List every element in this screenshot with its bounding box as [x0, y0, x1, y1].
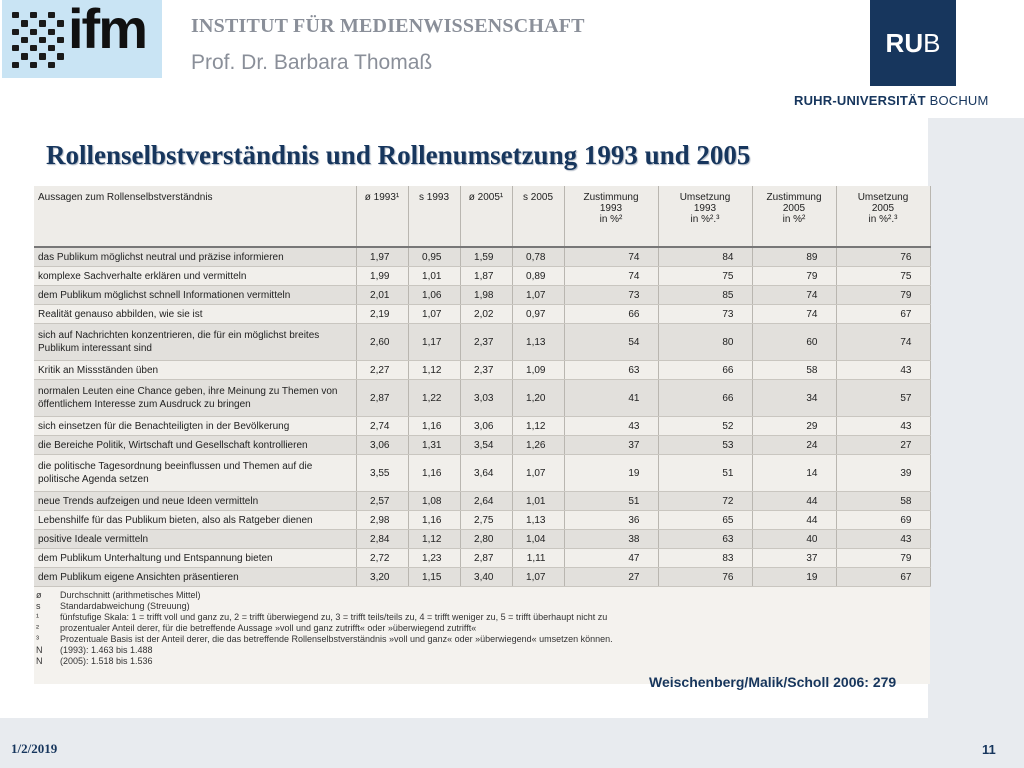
- table-cell: 44: [752, 511, 836, 530]
- table-cell: 53: [658, 436, 752, 455]
- row-label: Realität genauso abbilden, wie sie ist: [34, 305, 356, 324]
- table-row: [34, 436, 930, 455]
- table-cell: 1,12: [408, 530, 460, 549]
- table-row: [34, 455, 930, 492]
- table-cell: 83: [658, 549, 752, 568]
- column-header: [356, 186, 408, 247]
- row-label: Kritik an Missständen üben: [34, 361, 356, 380]
- table-cell: 51: [658, 455, 752, 492]
- table-row: [34, 568, 930, 587]
- table-cell: 1,99: [356, 267, 408, 286]
- footnote: [36, 601, 736, 612]
- table-cell: 2,01: [356, 286, 408, 305]
- table-cell: 3,40: [460, 568, 512, 587]
- table-cell: 39: [836, 455, 930, 492]
- slide-date: 1/2/2019: [11, 741, 58, 756]
- column-header: [512, 186, 564, 247]
- table-cell: 1,23: [408, 549, 460, 568]
- table-cell: 57: [836, 380, 930, 417]
- table-cell: 1,06: [408, 286, 460, 305]
- table-row: [34, 267, 930, 286]
- footnote: [36, 634, 736, 645]
- table-cell: 80: [658, 324, 752, 361]
- table-cell: 1,20: [512, 380, 564, 417]
- table-row: [34, 305, 930, 324]
- table-cell: 66: [564, 305, 658, 324]
- table-cell: 1,07: [512, 568, 564, 587]
- table-cell: 76: [658, 568, 752, 587]
- table-cell: 19: [564, 455, 658, 492]
- table-cell: 37: [752, 549, 836, 568]
- table-header-row: [34, 186, 930, 247]
- row-label: dem Publikum eigene Ansichten präsentieren: [34, 568, 356, 587]
- table-cell: 84: [658, 247, 752, 267]
- table-cell: 3,06: [460, 417, 512, 436]
- rub-logo: [870, 0, 956, 86]
- column-header-line: Umsetzung: [679, 192, 731, 203]
- professor-name: Prof. Dr. Barbara Thomaß: [191, 51, 433, 74]
- footnote-symbol: N: [36, 656, 43, 666]
- table-cell: 1,22: [408, 380, 460, 417]
- footnote-text: (2005): 1.518 bis 1.536: [60, 656, 153, 666]
- table-cell: 69: [836, 511, 930, 530]
- footnote-text: Durchschnitt (arithmetisches Mittel): [60, 590, 201, 600]
- table-cell: 76: [836, 247, 930, 267]
- table-cell: 2,02: [460, 305, 512, 324]
- row-label: komplexe Sachverhalte erklären und vermitteln: [34, 267, 356, 286]
- footnote-text: Standardabweichung (Streuung): [60, 601, 190, 611]
- table-cell: 1,01: [512, 492, 564, 511]
- column-header-line: in %²: [782, 214, 806, 225]
- scanned-table-image: [34, 186, 930, 684]
- table-cell: 41: [564, 380, 658, 417]
- table-cell: 74: [836, 324, 930, 361]
- footnotes: [36, 590, 736, 667]
- side-band: [928, 118, 1024, 768]
- table-cell: 1,01: [408, 267, 460, 286]
- table-cell: 27: [564, 568, 658, 587]
- row-label: sich auf Nachrichten konzentrieren, die für ein möglichst breites Publikum interessant sind: [34, 324, 356, 361]
- table-cell: 63: [658, 530, 752, 549]
- table-row: [34, 511, 930, 530]
- column-header-line: s 1993: [418, 192, 450, 203]
- table-cell: 0,78: [512, 247, 564, 267]
- footnote: [36, 623, 736, 634]
- footnote: [36, 590, 736, 601]
- footnote: [36, 612, 736, 623]
- column-header-line: 2005: [871, 203, 895, 214]
- table-cell: 36: [564, 511, 658, 530]
- table-row: [34, 492, 930, 511]
- table-cell: 2,37: [460, 324, 512, 361]
- table-cell: 3,55: [356, 455, 408, 492]
- university-name: [794, 93, 989, 108]
- table-cell: 0,95: [408, 247, 460, 267]
- table-cell: 51: [564, 492, 658, 511]
- table-cell: 1,26: [512, 436, 564, 455]
- table-cell: 1,12: [512, 417, 564, 436]
- table-cell: 79: [836, 286, 930, 305]
- table-cell: 74: [564, 267, 658, 286]
- table-cell: 1,15: [408, 568, 460, 587]
- table-cell: 1,17: [408, 324, 460, 361]
- column-header: [34, 186, 356, 247]
- table-cell: 47: [564, 549, 658, 568]
- table-cell: 1,08: [408, 492, 460, 511]
- table-cell: 43: [836, 417, 930, 436]
- table-cell: 44: [752, 492, 836, 511]
- row-label: positive Ideale vermitteln: [34, 530, 356, 549]
- table-row: [34, 286, 930, 305]
- row-label: neue Trends aufzeigen und neue Ideen vermitteln: [34, 492, 356, 511]
- table-cell: 63: [564, 361, 658, 380]
- table-cell: 1,87: [460, 267, 512, 286]
- table-cell: 40: [752, 530, 836, 549]
- table-cell: 73: [564, 286, 658, 305]
- table-cell: 67: [836, 305, 930, 324]
- logo-text: ifm: [68, 0, 146, 60]
- table-cell: 2,37: [460, 361, 512, 380]
- table-cell: 3,64: [460, 455, 512, 492]
- table-cell: 2,84: [356, 530, 408, 549]
- table-cell: 14: [752, 455, 836, 492]
- footnote: [36, 645, 736, 656]
- table-cell: 43: [564, 417, 658, 436]
- table-cell: 58: [752, 361, 836, 380]
- table-cell: 3,20: [356, 568, 408, 587]
- table-cell: 1,04: [512, 530, 564, 549]
- rub-logo-text-a: RU: [885, 27, 924, 58]
- table-cell: 2,87: [460, 549, 512, 568]
- rub-logo-text-b: B: [923, 27, 941, 58]
- column-header-line: 1993: [693, 203, 717, 214]
- column-header: [564, 186, 658, 247]
- table-cell: 1,13: [512, 324, 564, 361]
- row-label: dem Publikum möglichst schnell Informationen vermitteln: [34, 286, 356, 305]
- column-header-line: Aussagen zum Rollenselbstverständnis: [38, 192, 213, 203]
- page-number: 11: [982, 742, 996, 757]
- university-name-b: BOCHUM: [929, 93, 989, 108]
- table-cell: 3,54: [460, 436, 512, 455]
- table-cell: 74: [564, 247, 658, 267]
- row-label: die politische Tagesordnung beeinflussen und Themen auf die politische Agenda setzen: [34, 455, 356, 492]
- footnote-text: prozentualer Anteil derer, für die betreffende Aussage »voll und ganz zutrifft« oder »überwiegend zutrifft«: [60, 623, 477, 633]
- footnote-symbol: ²: [36, 623, 39, 633]
- column-header: [658, 186, 752, 247]
- table-cell: 66: [658, 380, 752, 417]
- column-header-line: Umsetzung: [857, 192, 909, 203]
- table-cell: 2,87: [356, 380, 408, 417]
- table-body: [34, 247, 930, 587]
- table-row: [34, 530, 930, 549]
- table-cell: 79: [752, 267, 836, 286]
- footnote-text: (1993): 1.463 bis 1.488: [60, 645, 153, 655]
- table-cell: 85: [658, 286, 752, 305]
- table-cell: 75: [836, 267, 930, 286]
- column-header: [408, 186, 460, 247]
- table-cell: 2,19: [356, 305, 408, 324]
- table-cell: 54: [564, 324, 658, 361]
- ifm-logo: [2, 0, 162, 78]
- column-header: [752, 186, 836, 247]
- table-cell: 2,27: [356, 361, 408, 380]
- column-header-line: Zustimmung: [583, 192, 639, 203]
- footnote-symbol: N: [36, 645, 43, 655]
- table-cell: 3,06: [356, 436, 408, 455]
- table-row: [34, 247, 930, 267]
- footnote: [36, 656, 736, 667]
- table-cell: 74: [752, 286, 836, 305]
- table-cell: 3,03: [460, 380, 512, 417]
- table-cell: 1,07: [512, 286, 564, 305]
- table-cell: 72: [658, 492, 752, 511]
- column-header-line: Zustimmung: [766, 192, 822, 203]
- table-cell: 74: [752, 305, 836, 324]
- table-row: [34, 361, 930, 380]
- table-cell: 73: [658, 305, 752, 324]
- table-cell: 1,13: [512, 511, 564, 530]
- column-header: [836, 186, 930, 247]
- column-header-line: 2005: [782, 203, 806, 214]
- table-cell: 2,98: [356, 511, 408, 530]
- table-cell: 2,72: [356, 549, 408, 568]
- table-cell: 38: [564, 530, 658, 549]
- row-label: normalen Leuten eine Chance geben, ihre Meinung zu Themen von öffentlichem Interesse zum Ausdruck zu bringen: [34, 380, 356, 417]
- row-label: die Bereiche Politik, Wirtschaft und Gesellschaft kontrollieren: [34, 436, 356, 455]
- data-table: [34, 186, 931, 587]
- table-cell: 0,97: [512, 305, 564, 324]
- table-row: [34, 324, 930, 361]
- table-cell: 2,64: [460, 492, 512, 511]
- footnote-symbol: ³: [36, 634, 39, 644]
- source-citation: Weischenberg/Malik/Scholl 2006: 279: [649, 674, 897, 690]
- table-cell: 60: [752, 324, 836, 361]
- table-cell: 58: [836, 492, 930, 511]
- column-header-line: in %²: [599, 214, 623, 225]
- table-cell: 34: [752, 380, 836, 417]
- table-cell: 65: [658, 511, 752, 530]
- table-cell: 2,80: [460, 530, 512, 549]
- table-cell: 1,09: [512, 361, 564, 380]
- table-cell: 0,89: [512, 267, 564, 286]
- table-cell: 79: [836, 549, 930, 568]
- table-cell: 75: [658, 267, 752, 286]
- footnote-symbol: ø: [36, 590, 42, 600]
- table-cell: 2,60: [356, 324, 408, 361]
- row-label: Lebenshilfe für das Publikum bieten, also als Ratgeber dienen: [34, 511, 356, 530]
- table-cell: 1,07: [408, 305, 460, 324]
- column-header-line: s 2005: [522, 192, 554, 203]
- table-cell: 52: [658, 417, 752, 436]
- column-header-line: in %².³: [690, 214, 720, 225]
- column-header-line: 1993: [599, 203, 623, 214]
- table-cell: 2,57: [356, 492, 408, 511]
- table-cell: 37: [564, 436, 658, 455]
- row-label: sich einsetzen für die Benachteiligten in der Bevölkerung: [34, 417, 356, 436]
- column-header-line: ø 1993¹: [364, 192, 400, 203]
- footnote-text: fünfstufige Skala: 1 = trifft voll und ganz zu, 2 = trifft überwiegend zu, 3 = trifft teils/teils zu, 4 = trifft weniger zu, 5 = trifft überhaupt nicht zu: [60, 612, 608, 622]
- table-cell: 27: [836, 436, 930, 455]
- table-cell: 1,59: [460, 247, 512, 267]
- table-cell: 1,16: [408, 417, 460, 436]
- table-cell: 1,16: [408, 455, 460, 492]
- table-cell: 24: [752, 436, 836, 455]
- slide-title: Rollenselbstverständnis und Rollenumsetzung 1993 und 2005: [46, 140, 751, 170]
- table-cell: 1,12: [408, 361, 460, 380]
- footer-bar: [0, 718, 1024, 768]
- table-cell: 2,75: [460, 511, 512, 530]
- table-cell: 43: [836, 530, 930, 549]
- table-row: [34, 549, 930, 568]
- footnote-symbol: ¹: [36, 612, 39, 622]
- table-row: [34, 380, 930, 417]
- table-cell: 1,16: [408, 511, 460, 530]
- table-cell: 29: [752, 417, 836, 436]
- column-header: [460, 186, 512, 247]
- institute-name: INSTITUT FÜR MEDIENWISSENSCHAFT: [191, 15, 585, 37]
- row-label: das Publikum möglichst neutral und präzise informieren: [34, 247, 356, 267]
- table-cell: 1,97: [356, 247, 408, 267]
- row-label: dem Publikum Unterhaltung und Entspannung bieten: [34, 549, 356, 568]
- table-cell: 66: [658, 361, 752, 380]
- table-cell: 1,07: [512, 455, 564, 492]
- university-name-a: RUHR-UNIVERSITÄT: [794, 93, 930, 108]
- table-cell: 1,98: [460, 286, 512, 305]
- footnote-symbol: s: [36, 601, 41, 611]
- table-cell: 1,31: [408, 436, 460, 455]
- table-cell: 89: [752, 247, 836, 267]
- table-cell: 1,11: [512, 549, 564, 568]
- footnote-text: Prozentuale Basis ist der Anteil derer, die das betreffende Rollenselbstverständnis »voll und ganz« oder »überwiegend« umsetzen können.: [60, 634, 613, 644]
- logo-dot-grid-icon: [12, 12, 64, 68]
- table-row: [34, 417, 930, 436]
- table-cell: 43: [836, 361, 930, 380]
- column-header-line: ø 2005¹: [468, 192, 504, 203]
- table-cell: 2,74: [356, 417, 408, 436]
- table-cell: 67: [836, 568, 930, 587]
- table-cell: 19: [752, 568, 836, 587]
- column-header-line: in %².³: [868, 214, 898, 225]
